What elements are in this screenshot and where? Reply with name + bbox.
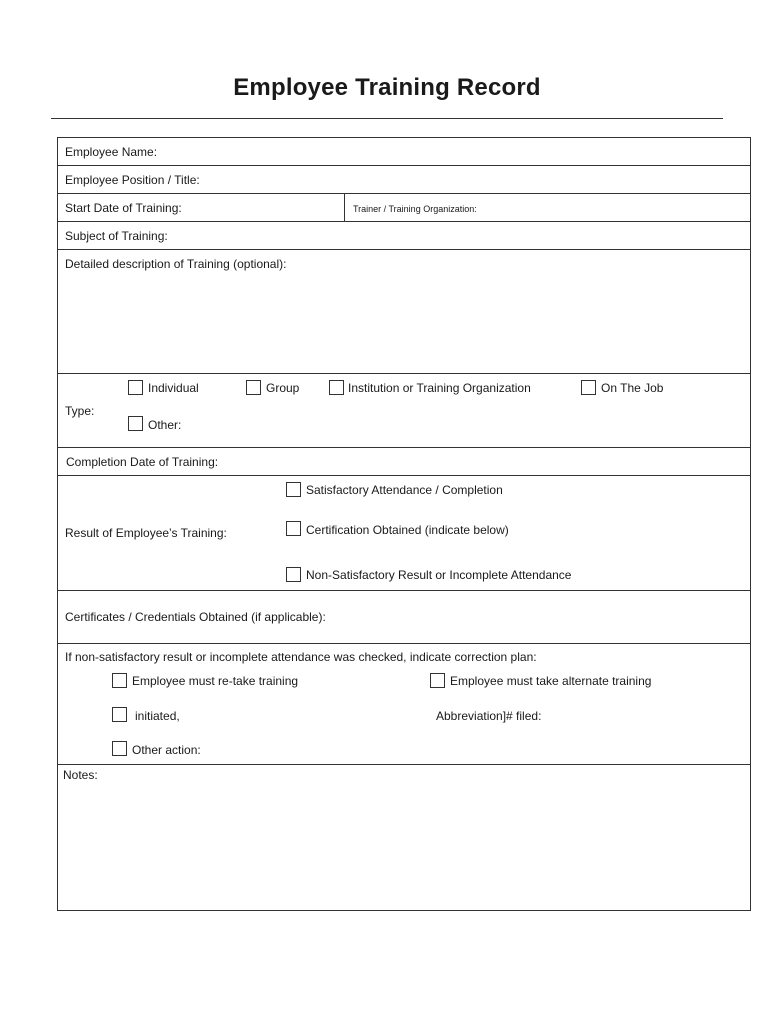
correction-intro-label: If non-satisfactory result or incomplete attendance was checked, indicate correction plan: [65,650,537,664]
type-on-the-job-label: On The Job [601,381,664,395]
result-certification-label: Certification Obtained (indicate below) [306,523,509,537]
type-institution-label: Institution or Training Organization [348,381,531,395]
type-institution-checkbox[interactable] [329,380,344,395]
type-other-label: Other: [148,418,182,432]
result-non-satisfactory-label: Non-Satisfactory Result or Incomplete Attendance [306,568,572,582]
correction-plan-row [58,644,750,765]
training-result-row [58,476,750,591]
retake-training-checkbox[interactable] [112,673,127,688]
result-satisfactory-checkbox[interactable] [286,482,301,497]
description-row[interactable] [58,250,750,374]
start-date-trainer-row [58,194,750,222]
initiated-checkbox[interactable] [112,707,127,722]
result-satisfactory-label: Satisfactory Attendance / Completion [306,483,503,497]
certificates-row[interactable] [58,591,750,644]
type-individual-label: Individual [148,381,199,395]
result-label: Result of Employee’s Training: [65,526,227,540]
alternate-training-label: Employee must take alternate training [450,674,652,688]
employee-name-label: Employee Name: [65,145,158,159]
description-label: Detailed description of Training (optional): [65,257,287,271]
type-group-checkbox[interactable] [246,380,261,395]
completion-date-label: Completion Date of Training: [66,455,219,469]
start-date-label: Start Date of Training: [65,201,182,215]
trainer-label: Trainer / Training Organization: [353,204,477,214]
other-action-checkbox[interactable] [112,741,127,756]
alternate-training-checkbox[interactable] [430,673,445,688]
subject-row[interactable] [58,222,750,250]
initiated-label: initiated, [135,709,180,723]
training-record-form [57,137,751,911]
abbreviation-filed-label: Abbreviation]# filed: [436,709,542,723]
type-other-checkbox[interactable] [128,416,143,431]
notes-row[interactable] [58,765,750,910]
type-group-label: Group [266,381,300,395]
result-certification-checkbox[interactable] [286,521,301,536]
subject-label: Subject of Training: [65,229,168,243]
result-non-satisfactory-checkbox[interactable] [286,567,301,582]
type-on-the-job-checkbox[interactable] [581,380,596,395]
retake-training-label: Employee must re-take training [132,674,299,688]
other-action-label: Other action: [132,743,201,757]
training-type-row [58,374,750,448]
certificates-label: Certificates / Credentials Obtained (if applicable): [65,610,326,624]
notes-label: Notes: [63,768,98,782]
employee-name-row[interactable] [58,138,750,166]
title-divider [51,118,723,119]
form-title: Employee Training Record [233,74,541,101]
position-title-row[interactable] [58,166,750,194]
completion-date-row[interactable] [58,448,750,476]
position-title-label: Employee Position / Title: [65,173,200,187]
type-individual-checkbox[interactable] [128,380,143,395]
column-divider [344,194,345,221]
type-label: Type: [65,404,95,418]
